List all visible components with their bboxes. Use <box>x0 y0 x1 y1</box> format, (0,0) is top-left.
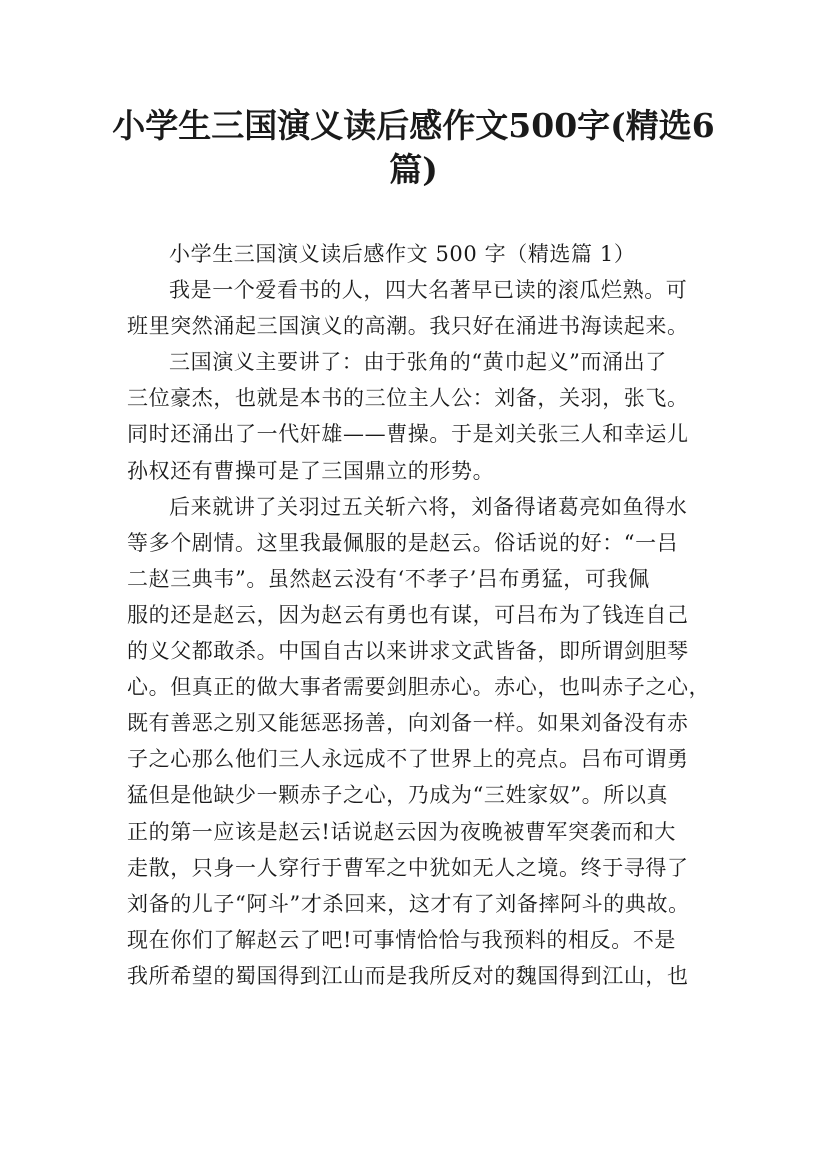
document-title <box>110 104 717 192</box>
text-line: 班里突然涌起三国演义的高潮。我只好在涌进书海读起来。 <box>127 314 689 339</box>
text-line: 走散，只身一人穿行于曹军之中犹如无人之境。终于寻得了 <box>127 855 689 880</box>
text-line: 服的还是赵云，因为赵云有勇也有谋，可吕布为了钱连自己 <box>127 602 689 627</box>
text-line: 心。但真正的做大事者需要剑胆赤心。赤心，也叫赤子之心， <box>127 675 711 700</box>
text-line: 刘备的儿子“阿斗”才杀回来，这才有了刘备摔阿斗的典故。 <box>127 891 690 916</box>
text-line: 三位豪杰，也就是本书的三位主人公：刘备，关羽，张飞。 <box>127 386 689 411</box>
text-line: 既有善恶之别又能惩恶扬善，向刘备一样。如果刘备没有赤 <box>127 711 689 736</box>
text-line: 同时还涌出了一代奸雄——曹操。于是刘关张三人和幸运儿 <box>127 422 689 447</box>
title-line: 篇) <box>389 150 438 189</box>
title-line: 小学生三国演义读后感作文500字(精选6 <box>112 106 715 145</box>
text-line: 小学生三国演义读后感作文 500 字（精选篇 1） <box>169 242 636 266</box>
text-line: 等多个剧情。这里我最佩服的是赵云。俗话说的好：“一吕 <box>127 530 679 555</box>
text-line: 三国演义主要讲了：由于张角的“黄巾起义”而涌出了 <box>169 350 667 375</box>
text-line: 孙权还有曹操可是了三国鼎立的形势。 <box>127 458 495 483</box>
text-line: 猛但是他缺少一颗赤子之心，乃成为“三姓家奴”。所以真 <box>127 783 669 808</box>
text-line: 的义父都敢杀。中国自古以来讲求文武皆备，即所谓剑胆琴 <box>127 639 689 664</box>
text-line: 我所希望的蜀国得到江山而是我所反对的魏国得到江山，也 <box>127 963 689 988</box>
document-body <box>127 236 717 994</box>
text-line: 子之心那么他们三人永远成不了世界上的亮点。吕布可谓勇 <box>127 747 689 772</box>
text-line: 我是一个爱看书的人，四大名著早已读的滚瓜烂熟。可 <box>169 278 688 303</box>
text-line: 二赵三典韦”。虽然赵云没有‘不孝子’吕布勇猛，可我佩 <box>127 566 650 591</box>
text-line: 正的第一应该是赵云!话说赵云因为夜晚被曹军突袭而和大 <box>127 819 677 844</box>
text-line: 后来就讲了关羽过五关斩六将，刘备得诸葛亮如鱼得水 <box>169 494 688 519</box>
text-line: 现在你们了解赵云了吧!可事情恰恰与我预料的相反。不是 <box>127 927 677 952</box>
